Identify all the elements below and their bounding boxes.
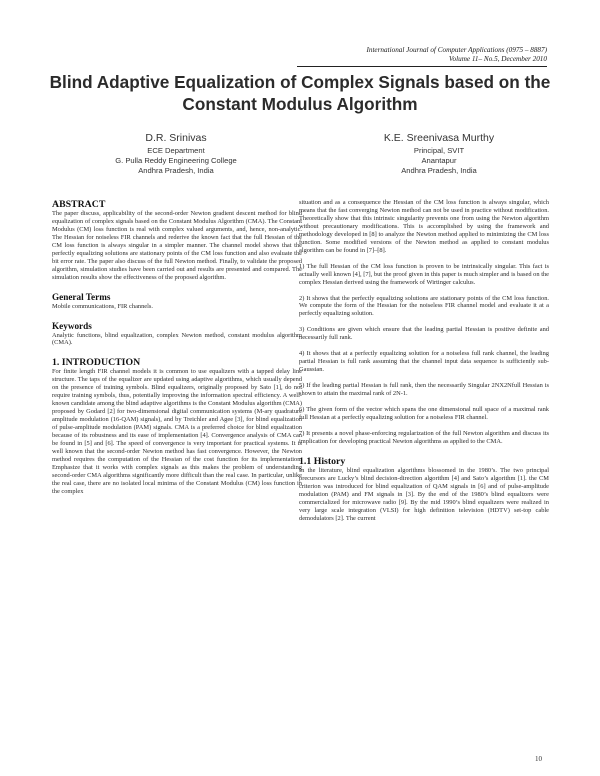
- contribution-item: 5) If the leading partial Hessian is full rank, then the necessarily Singular 2NX2Nfull Hessian is shown to attain the maximal rank of 2N-1.: [299, 382, 549, 398]
- author-affiliation: Andhra Pradesh, India: [401, 166, 477, 176]
- general-terms-heading: General Terms: [52, 291, 111, 302]
- contribution-item: 7) It presents a novel phase-enforcing regularization of the full Newton algorithm and discuss its implication for developing practical Newton algorithms as applied to the CMA.: [299, 429, 549, 445]
- author-affiliation: Principal, SVIT: [413, 146, 465, 155]
- author-affiliation: G. Pulla Reddy Engineering College: [115, 156, 237, 166]
- author-affiliation: ECE Department: [147, 146, 205, 155]
- right-column: [299, 199, 549, 523]
- history-heading: 1.1 History: [299, 455, 346, 467]
- introduction-heading: 1. INTRODUCTION: [52, 357, 141, 369]
- contribution-item: 4) It shows that at a perfectly equalizing solution for a noiseless full rank channel, the leading partial Hessian is full rank assuming that the channel input data sequence is sufficiently sub-Gaussian.: [299, 350, 549, 374]
- author-affiliation: Andhra Pradesh, India: [138, 166, 214, 176]
- introduction-text: For finite length FIR channel models it is common to use equalizers with a tapped delay line structure. The taps of the equalizer are updated using adaptive algorithms, which usually depend on the presence of training symbols. Blind equalizers, originally proposed by Sato [1], do not require training symbols, thus, potentially improving the information spectral efficiency. A well-known candidate among the blind adaptive algorithms is the Constant Modulus algorithm (CMA) proposed by Godard [2] for two-dimensional digital communication systems (M-ary quadrature amplitude modulation (16-QAM) signals), and by Treichler and Agee [3], for blind equalization of pulse-amplitude modulation (PAM) signals. CMA is a preferred choice for blind equalization because of its robustness and its ease of implementation [4]. Convergence analysis of CMA can be found in [5] and [6]. The speed of convergence is very important for practical systems. It is well known that the second-order Newton method has fast convergence. However, the Newton method requires the computation of the Hessian of the cost function for its implementation. Emphasize that it works with complex signals as this makes the problem of understanding second-order CMA algorithms significantly more difficult than the real case. In particular, unlike the real case, there are no isolated local minima of the Constant Modulus (CM) loss function in the complex: [52, 368, 302, 495]
- author-block-1: [56, 132, 296, 177]
- introduction-continuation: situation and as a consequence the Hessian of the CM loss function is always singular, which means that the fast converging Newton method can not be used in practice without modification. Theoretically show that this intrinsic singularity prevents one from using the Newton algorithm without precautionary modifications. This is accomplished by using the framework and methodology developed in [8] to analyze the Newton method applied to minimizing the CM loss function. Some modified versions of the Newton method as applied to constant modulus algorithm can be found in [7]–[8].: [299, 199, 549, 254]
- author-name: D.R. Srinivas: [145, 132, 207, 144]
- abstract-heading: ABSTRACT: [52, 199, 106, 210]
- abstract-text: The paper discuss, applicability of the second-order Newton gradient descent method for blind equalization of complex signals based on the Constant Modulus Algorithm (CMA). The Constant Modulus (CM) loss function is real with complex valued arguments, and, hence, non-analytic. The Hessian for noiseless FIR channels and rederive the known fact that the full Hessian of the CM loss function is always singular in a simpler manner. The channel model shows that the perfectly equalizing solutions are stationary points of the CM loss function and also evaluate the bit error rate. The paper also discuss of the full Newton method. Finally, to validate the proposed algorithm, simulation studies have been carried out and results are presented and compared. The simulation results show the effectiveness of the proposed algorithm.: [52, 210, 302, 281]
- keywords-text: Analytic functions, blind equalization, complex Newton method, constant modulus algorithm (CMA).: [52, 331, 302, 347]
- contribution-item: 6) The given form of the vector which spans the one dimensional null space of a maximal rank full Hessian at a perfectly equalizing solution for a noiseless FIR channel.: [299, 406, 549, 422]
- general-terms-text: Mobile communications, FIR channels.: [52, 302, 153, 310]
- contribution-item: 2) It shows that the perfectly equalizing solutions are stationary points of the CM loss function. We compute the form of the Hessian for the noiseless FIR channel model and evaluate it at a perfectly equalizing solution.: [299, 294, 549, 318]
- author-name: K.E. Sreenivasa Murthy: [383, 132, 495, 144]
- journal-volume: Volume 11– No.5, December 2010: [448, 55, 547, 63]
- left-column: [52, 199, 302, 496]
- paper-title: Blind Adaptive Equalization of Complex Signals based on the Constant Modulus Algorithm: [49, 72, 551, 114]
- keywords-heading: Keywords: [52, 320, 92, 331]
- page-number: 10: [535, 755, 542, 763]
- journal-name: International Journal of Computer Applications (0975 – 8887): [366, 46, 547, 54]
- author-block-2: [319, 132, 559, 177]
- contribution-item: 1) The full Hessian of the CM loss function is proven to be intrinsically singular. This fact is actually well known [4], [7], but the proof given in this paper is much simpler and is based on the complex Hessian derived using the framework of Wirtinger calculus.: [299, 262, 549, 286]
- contribution-item: 3) Conditions are given which ensure that the leading partial Hessian is positive definite and necessarily full rank.: [299, 326, 549, 342]
- history-text: In the literature, blind equalization algorithms blossomed in the 1980’s. The two principal precursors are Lucky’s blind decision-direction algorithm [4] and Sato’s algorithm [1]. the CM criterion was introduced for blind equalization of QAM signals in [6] and of pulse-amplitude modulation (PAM) and FM signals in [3]. By the end of the 1980’s blind equalizers were commercialized for microwave radio [9]. By the mid 1990’s blind equalizers were realized in very large scale integration (VLSI) for high definition television (HDTV) set-top cable demodulators [2]. The current: [299, 466, 549, 522]
- author-affiliation: Anantapur: [421, 156, 457, 166]
- journal-header: [297, 46, 547, 67]
